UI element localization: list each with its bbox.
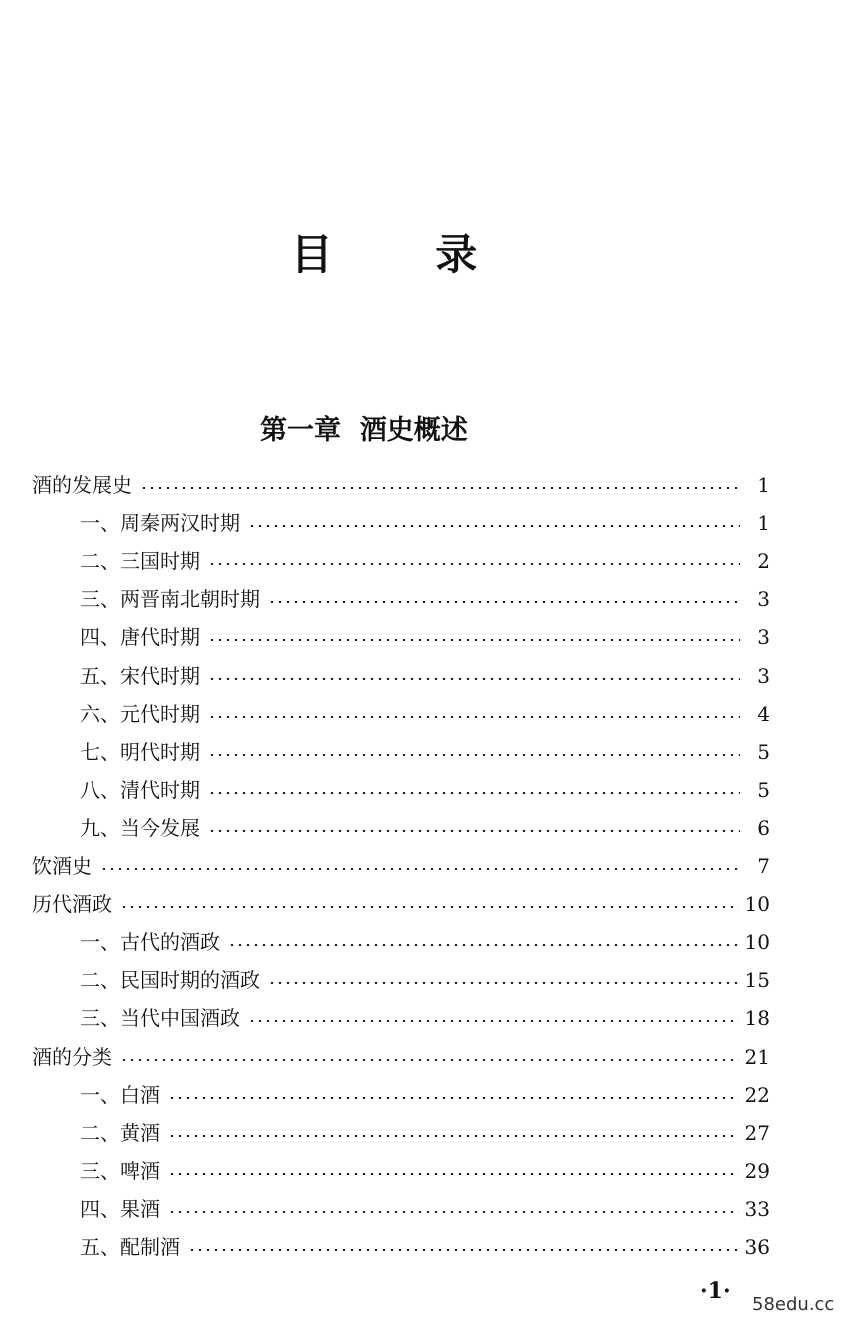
toc-entry <box>80 1076 770 1114</box>
toc-entry-label: 三、两晋南北朝时期 <box>80 587 260 612</box>
toc-entry-page: 22 <box>744 1082 770 1107</box>
toc-entry-label: 四、唐代时期 <box>80 625 200 650</box>
toc-entry-page: 5 <box>757 739 770 764</box>
toc-entry <box>80 542 770 580</box>
toc-entry <box>80 733 770 771</box>
toc-entry-page: 33 <box>744 1196 770 1221</box>
toc-entry <box>80 1190 770 1228</box>
toc-entry-label: 四、果酒 <box>80 1196 160 1221</box>
toc-entry-label: 一、周秦两汉时期 <box>80 511 240 536</box>
chapter-title: 第一章 酒史概述 <box>260 415 468 446</box>
dot-leader <box>208 639 740 641</box>
toc-entry-page: 6 <box>757 815 770 840</box>
toc-entry <box>80 695 770 733</box>
toc-entry-label: 五、宋代时期 <box>80 663 200 688</box>
toc-entry <box>32 847 770 885</box>
toc-entry-page: 2 <box>757 549 770 574</box>
toc-entry-page: 3 <box>757 663 770 688</box>
toc-entry <box>80 618 770 656</box>
toc-entry-page: 7 <box>757 854 770 878</box>
toc-entry-label: 酒的分类 <box>32 1044 112 1069</box>
toc-entry-page: 18 <box>744 1006 770 1031</box>
toc-entry-page: 29 <box>744 1158 770 1183</box>
dot-leader <box>208 678 740 680</box>
dot-leader <box>168 1097 739 1099</box>
toc-entry <box>80 657 770 695</box>
dot-leader <box>168 1135 739 1137</box>
toc-entry <box>80 580 770 618</box>
dot-leader <box>168 1173 739 1175</box>
dot-leader <box>100 868 740 870</box>
toc-entry-label: 二、三国时期 <box>80 549 200 574</box>
toc-entry-page: 10 <box>744 892 770 917</box>
toc-entry-page: 1 <box>757 473 770 497</box>
toc-entry <box>32 885 770 923</box>
toc-entry-label: 七、明代时期 <box>80 739 200 764</box>
toc-entry-label: 八、清代时期 <box>80 777 200 802</box>
toc-entry-page: 3 <box>757 625 770 650</box>
toc-entry-label: 饮酒史 <box>32 854 92 878</box>
toc-entry <box>80 1114 770 1152</box>
toc-entry <box>80 809 770 847</box>
toc-entry-page: 3 <box>757 587 770 612</box>
dot-leader <box>168 1211 739 1213</box>
dot-leader <box>268 982 739 984</box>
dot-leader <box>188 1249 739 1251</box>
dot-leader <box>248 1020 739 1022</box>
toc-entry-label: 三、当代中国酒政 <box>80 1006 240 1031</box>
toc-entry <box>32 1038 770 1076</box>
dot-leader <box>208 563 740 565</box>
toc-entry-page: 1 <box>757 511 770 536</box>
dot-leader <box>268 601 740 603</box>
toc-entry-page: 4 <box>757 701 770 726</box>
toc-entry-page: 10 <box>744 930 770 955</box>
toc-entry <box>80 504 770 542</box>
dot-leader <box>120 1059 739 1061</box>
toc-entry-label: 一、古代的酒政 <box>80 930 220 955</box>
toc-entry-label: 九、当今发展 <box>80 815 200 840</box>
page-title: 目 录 <box>290 230 522 279</box>
toc-entry-page: 5 <box>757 777 770 802</box>
toc-entry-page: 21 <box>744 1044 770 1069</box>
toc-entry <box>80 1228 770 1266</box>
toc-entry-label: 历代酒政 <box>32 892 112 917</box>
toc-entry-label: 五、配制酒 <box>80 1235 180 1259</box>
toc-entry-label: 酒的发展史 <box>32 473 132 497</box>
dot-leader <box>208 792 740 794</box>
toc-entry-label: 二、黄酒 <box>80 1120 160 1145</box>
dot-leader <box>140 487 740 489</box>
dot-leader <box>208 830 740 832</box>
toc-entry-label: 六、元代时期 <box>80 701 200 726</box>
toc-entry-page: 15 <box>744 968 770 993</box>
dot-leader <box>228 944 739 946</box>
toc-entry <box>80 1152 770 1190</box>
dot-leader <box>208 716 740 718</box>
dot-leader <box>208 754 740 756</box>
toc-entry <box>32 466 770 504</box>
dot-leader <box>248 525 740 527</box>
toc-entry <box>80 961 770 999</box>
dot-leader <box>120 906 739 908</box>
page-number: ·1· <box>700 1278 731 1304</box>
toc-entry-label: 二、民国时期的酒政 <box>80 968 260 993</box>
toc-entry-label: 三、啤酒 <box>80 1158 160 1183</box>
toc-entry <box>80 923 770 961</box>
toc-entry-page: 36 <box>744 1235 770 1259</box>
toc-entry-label: 一、白酒 <box>80 1082 160 1107</box>
toc-entry <box>80 771 770 809</box>
toc-entry <box>80 999 770 1037</box>
watermark: 58edu.cc <box>752 1294 835 1315</box>
toc-entry-page: 27 <box>744 1120 770 1145</box>
